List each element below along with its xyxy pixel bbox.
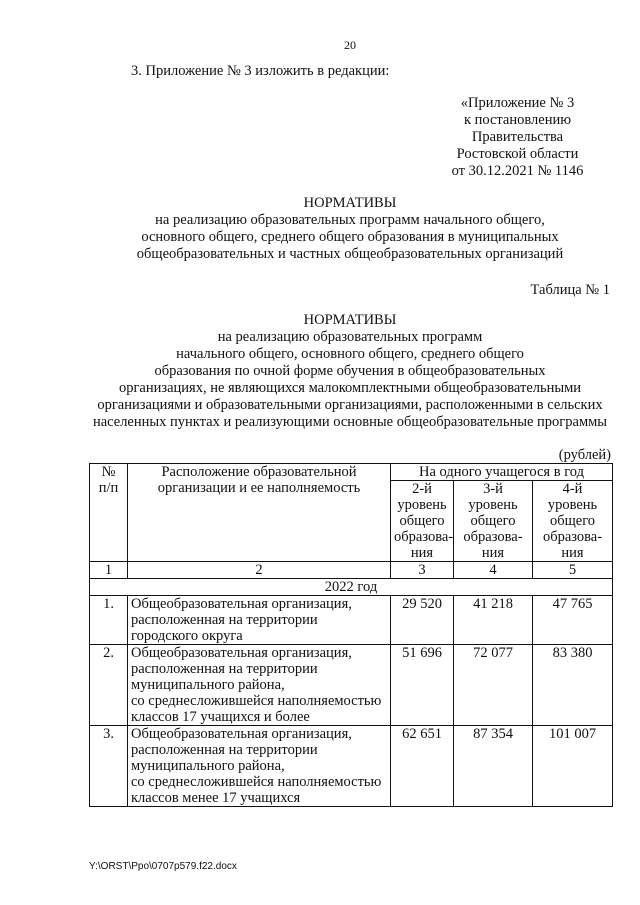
row-organization: Общеобразовательная организация, расположенная на территории городского округа [128, 596, 391, 645]
table-row [90, 645, 613, 726]
table-title-line: населенных пунктах и реализующими основные общеобразовательные программы [92, 414, 608, 430]
numbering-cell: 3 [391, 562, 454, 579]
appendix-line: от 30.12.2021 № 1146 [451, 163, 584, 179]
row-value-level-4: 83 380 [533, 645, 613, 726]
table-title [60, 312, 640, 431]
row-value-level-4: 101 007 [533, 726, 613, 807]
table-row [90, 726, 613, 807]
numbering-cell: 2 [128, 562, 391, 579]
header-org: Расположение образовательной организации и ее наполняемость [128, 464, 391, 562]
year-cell: 2022 год [90, 579, 613, 596]
main-title-line: основного общего, среднего общего образования в муниципальных [141, 229, 559, 245]
appendix-line: Ростовской области [456, 146, 579, 162]
year-row [90, 579, 613, 596]
table-row [90, 596, 613, 645]
table-title-line: образования по очной форме обучения в общеобразовательных [154, 363, 546, 379]
table-title-line: начального общего, основного общего, среднего общего [176, 346, 524, 362]
header-level-2: 2-й уровень общего образова- ния [391, 481, 454, 562]
row-value-level-2: 51 696 [391, 645, 454, 726]
header-level-3: 3-й уровень общего образова- ния [454, 481, 533, 562]
units-label: (рублей) [558, 447, 611, 463]
row-organization: Общеобразовательная организация, расположенная на территории муниципального района, со среднесложившейся наполняемостью классов менее 17 учащихся [128, 726, 391, 807]
header-num: № п/п [90, 464, 128, 562]
main-title [60, 195, 640, 263]
row-value-level-3: 41 218 [454, 596, 533, 645]
appendix-line: к постановлению [463, 112, 572, 128]
row-number: 3. [90, 726, 128, 807]
row-number: 1. [90, 596, 128, 645]
appendix-line: Правительства [471, 129, 564, 145]
appendix-reference [430, 95, 605, 180]
row-value-level-3: 72 077 [454, 645, 533, 726]
table-label: Таблица № 1 [530, 282, 610, 298]
table-title-line: организациях, не являющихся малокомплектными общеобразовательными [118, 380, 582, 396]
row-number: 2. [90, 645, 128, 726]
numbering-cell: 5 [533, 562, 613, 579]
table-title-heading: НОРМАТИВЫ [303, 312, 397, 328]
row-value-level-3: 87 354 [454, 726, 533, 807]
main-title-line: общеобразовательных и частных общеобразовательных организаций [136, 246, 564, 262]
row-organization: Общеобразовательная организация, расположенная на территории муниципального района, со среднесложившейся наполняемостью классов 17 учащихся и более [128, 645, 391, 726]
numbering-cell: 4 [454, 562, 533, 579]
main-title-heading: НОРМАТИВЫ [303, 195, 397, 211]
numbering-cell: 1 [90, 562, 128, 579]
normatives-table [89, 463, 613, 807]
table-title-line: организациями и образовательными организациями, расположенными в сельских [97, 397, 603, 413]
main-title-line: на реализацию образовательных программ начального общего, [155, 212, 545, 228]
row-value-level-2: 62 651 [391, 726, 454, 807]
header-level-4: 4-й уровень общего образова- ния [533, 481, 613, 562]
row-value-level-2: 29 520 [391, 596, 454, 645]
table-numbering-row [90, 562, 613, 579]
page-number: 20 [344, 38, 356, 52]
header-per-student: На одного учащегося в год [391, 464, 613, 481]
appendix-line: «Приложение № 3 [460, 95, 575, 111]
file-path-footer: Y:\ORST\Ppo\0707p579.f22.docx [89, 861, 237, 872]
table-header-row [90, 464, 613, 481]
row-value-level-4: 47 765 [533, 596, 613, 645]
table-title-line: на реализацию образовательных программ [217, 329, 483, 345]
instruction-text: 3. Приложение № 3 изложить в редакции: [131, 63, 390, 79]
